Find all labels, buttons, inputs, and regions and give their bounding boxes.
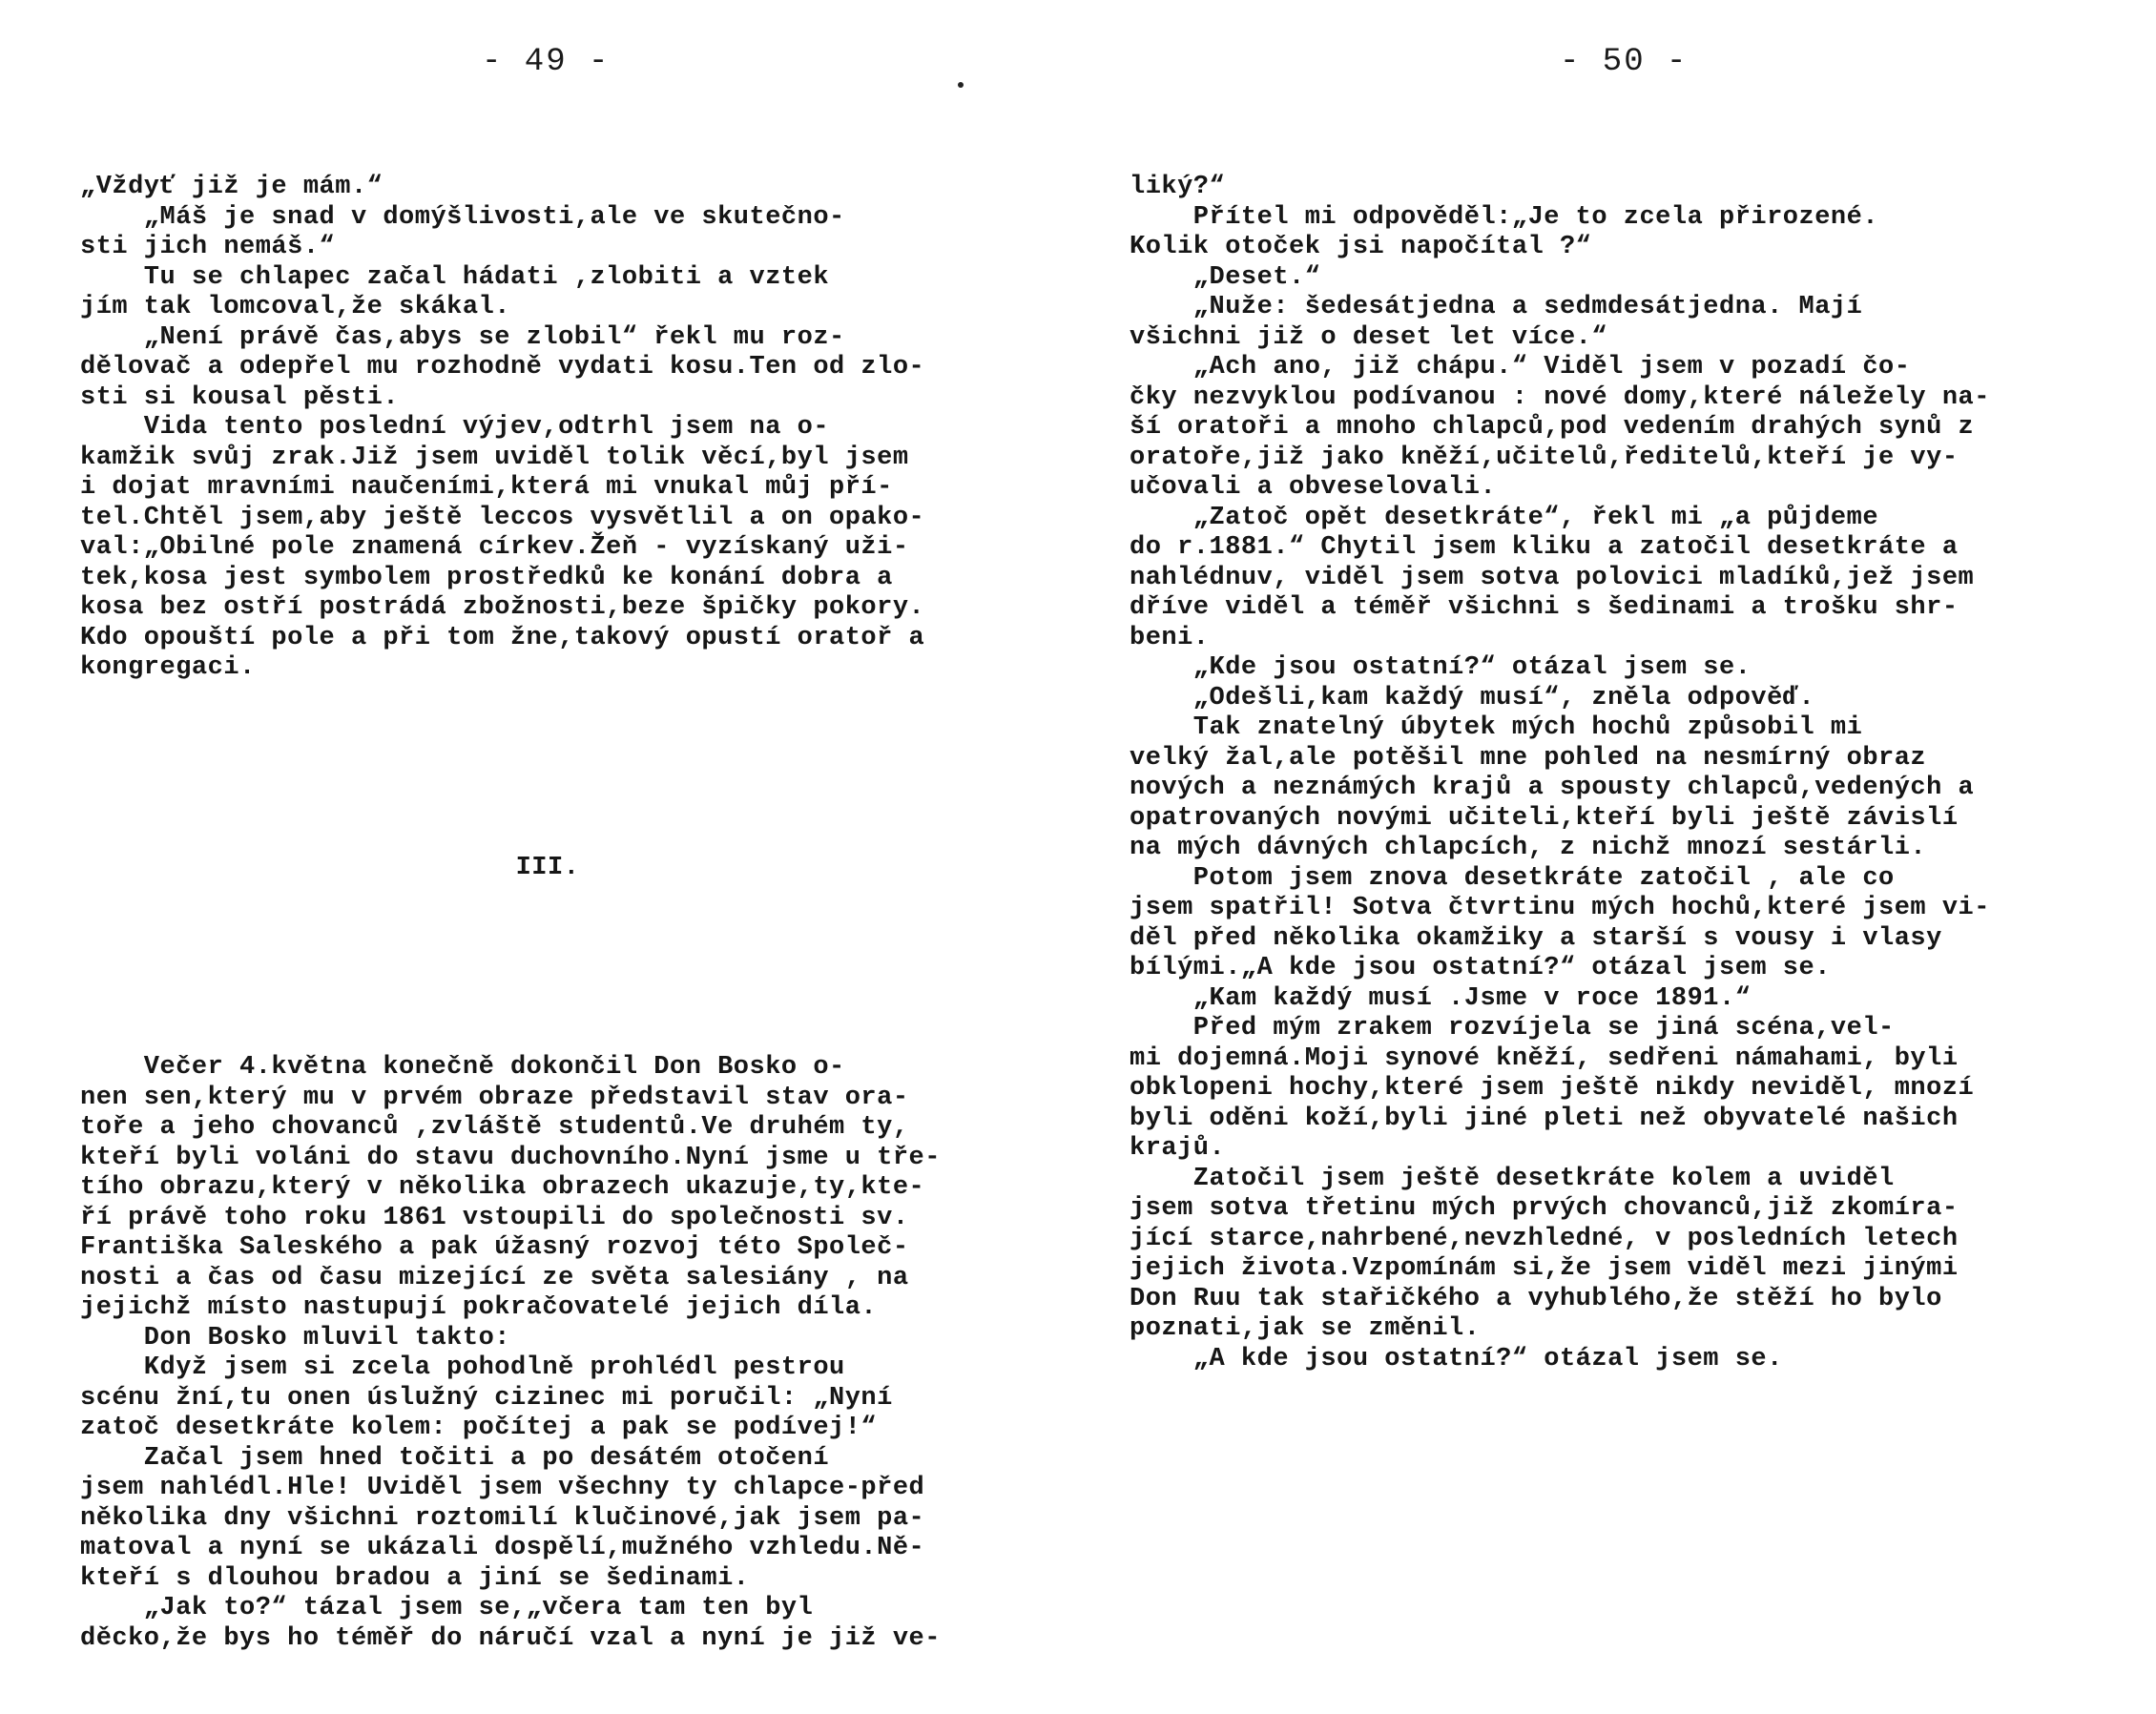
text-line: děcko,že bys ho téměř do náručí vzal a nyní je již ve- (80, 1623, 941, 1653)
text-line: všichni již o deset let více.“ (1130, 322, 1608, 352)
text-line: Don Bosko mluvil takto: (80, 1323, 510, 1353)
text-line: „Jak to?“ tázal jsem se,„včera tam ten byl (80, 1594, 814, 1622)
text-line: bílými.„A kde jsou ostatní?“ otázal jsem se. (1130, 954, 1831, 982)
text-line: tel.Chtěl jsem,aby ještě leccos vysvětlil a on opako- (80, 503, 925, 532)
text-line: Vida tento poslední výjev,odtrhl jsem na o- (80, 413, 830, 442)
text-line: Zatočil jsem ještě desetkráte kolem a uviděl (1130, 1164, 1895, 1193)
text-line: byli oděni koží,byli jiné pleti než obyvatelé našich (1130, 1104, 1959, 1133)
text-line: jsem sotva třetinu mých prvých chovanců,již zkomíra- (1130, 1194, 1959, 1223)
text-line: „A kde jsou ostatní?“ otázal jsem se. (1130, 1344, 1783, 1373)
text-line: kamžik svůj zrak.Již jsem uviděl tolik věcí,byl jsem (80, 443, 909, 472)
text-line: „Máš je snad v domýšlivosti,ale ve skutečno- (80, 202, 845, 232)
right-text-column (1130, 113, 1990, 1435)
text-line: „Zatoč opět desetkráte“, řekl mi „a půjdeme (1130, 503, 1879, 532)
text-line: jící starce,nahrbené,nevzhledné, v posledních letech (1130, 1224, 1959, 1253)
text-line: toře a jeho chovanců ,zvláště studentů.Ve druhém ty, (80, 1113, 909, 1142)
text-line: tek,kosa jest symbolem prostředků ke konání dobra a (80, 563, 893, 592)
text-line: dříve viděl a téměř všichni s šedinami a trošku shr- (1130, 593, 1959, 622)
text-line: Potom jsem znova desetkráte zatočil , ale co (1130, 863, 1895, 893)
text-line: poznati,jak se změnil. (1130, 1314, 1481, 1343)
text-line: dělovač a odepřel mu rozhodně vydati kosu.Ten od zlo- (80, 353, 925, 382)
text-line: Když jsem si zcela pohodlně prohlédl pestrou (80, 1353, 845, 1382)
text-line: Začal jsem hned točiti a po desátém otočení (80, 1443, 830, 1473)
text-line: Přítel mi odpověděl:„Je to zcela přirozené. (1130, 202, 1879, 232)
text-line: jsem nahlédl.Hle! Uviděl jsem všechny ty chlapce-před (80, 1474, 925, 1502)
text-line: sti si kousal pěsti. (80, 382, 400, 412)
text-line: oratoře,již jako kněží,učitelů,ředitelů,kteří je vy- (1130, 443, 1959, 472)
text-line: Don Ruu tak stařičkého a vyhublého,že stěží ho bylo (1130, 1284, 1942, 1313)
text-line: kongregaci. (80, 653, 256, 682)
text-line: val:„Obilné pole znamená církev.Žeň - vyzískaný uži- (80, 533, 909, 562)
text-line: ší oratoři a mnoho chlapců,pod vedením drahých synů z (1130, 413, 1975, 442)
text-line: jejich života.Vzpomínám si,že jsem viděl mezi jinými (1130, 1254, 1959, 1283)
page-number: - 49 - (482, 44, 611, 80)
text-line: „Deset.“ (1130, 262, 1321, 292)
text-line: Tu se chlapec začal hádati ,zlobiti a vztek (80, 262, 830, 292)
text-line: zatoč desetkráte kolem: počítej a pak se podívej!“ (80, 1414, 878, 1442)
text-line: „Odešli,kam každý musí“, zněla odpověď. (1130, 683, 1815, 712)
right-page (1078, 0, 2156, 1431)
text-line: liký?“ (1130, 173, 1226, 201)
text-block (1130, 173, 1990, 1374)
text-line: do r.1881.“ Chytil jsem kliku a zatočil desetkráte a (1130, 533, 1959, 562)
text-line: kosa bez ostří postrádá zbožnosti,beze špičky pokory. (80, 593, 925, 622)
text-line: krajů. (1130, 1134, 1226, 1163)
left-text-column (80, 113, 1015, 1714)
text-line: Před mým zrakem rozvíjela se jiná scéna,vel- (1130, 1014, 1895, 1043)
text-line: „Není právě čas,abys se zlobil“ řekl mu roz- (80, 322, 845, 352)
text-block-bottom (80, 1053, 1015, 1654)
text-line: nových a neznámých krajů a spousty chlapců,vedených a (1130, 774, 1975, 802)
text-line: i dojat mravními naučeními,která mi vnukal můj pří- (80, 473, 893, 502)
text-line: beni. (1130, 623, 1210, 652)
text-line: kteří s dlouhou bradou a jiní se šedinami. (80, 1563, 750, 1593)
text-line: „Nuže: šedesátjedna a sedmdesátjedna. Mají (1130, 293, 1863, 321)
text-line: velký žal,ale potěšil mne pohled na nesmírný obraz (1130, 743, 1927, 773)
text-line: sti jich nemáš.“ (80, 233, 336, 261)
left-page (0, 0, 1059, 1653)
text-line: na mých dávných chlapcích, z nichž mnozí sestárli. (1130, 834, 1927, 862)
text-line: „Vždyť již je mám.“ (80, 173, 384, 201)
text-line: ří právě toho roku 1861 vstoupili do společnosti sv. (80, 1203, 909, 1232)
page-number: - 50 - (1560, 44, 1689, 80)
text-line: kteří byli voláni do stavu duchovního.Nyní jsme u tře- (80, 1143, 941, 1172)
text-line: obklopeni hochy,které jsem ještě nikdy neviděl, mnozí (1130, 1074, 1975, 1103)
text-line: Kolik otoček jsi napočítal ?“ (1130, 233, 1592, 261)
text-line: jsem spatřil! Sotva čtvrtinu mých hochů,které jsem vi- (1130, 894, 1990, 922)
text-line: Tak znatelný úbytek mých hochů způsobil mi (1130, 713, 1863, 742)
text-line: tího obrazu,který v několika obrazech ukazuje,ty,kte- (80, 1173, 925, 1202)
text-line: jím tak lomcoval,že skákal. (80, 293, 510, 321)
text-line: „Ach ano, již chápu.“ Viděl jsem v pozadí čo- (1130, 353, 1911, 382)
text-line: Františka Saleského a pak úžasný rozvoj této Společ- (80, 1233, 909, 1262)
text-block-top (80, 173, 1015, 684)
section-heading: III. (515, 853, 580, 882)
text-line: „Kam každý musí .Jsme v roce 1891.“ (1130, 983, 1752, 1013)
text-line: čky nezvyklou podívanou : nové domy,které náležely na- (1130, 382, 1990, 412)
text-line: „Kde jsou ostatní?“ otázal jsem se. (1130, 653, 1752, 682)
text-line: učovali a obveselovali. (1130, 473, 1497, 502)
text-line: nen sen,který mu v prvém obraze představil stav ora- (80, 1083, 909, 1112)
text-line: nosti a čas od času mizející ze světa salesiány , na (80, 1263, 909, 1292)
text-line: Večer 4.května konečně dokončil Don Bosko o- (80, 1053, 845, 1082)
text-line: scénu žní,tu onen úslužný cizinec mi poručil: „Nyní (80, 1383, 893, 1413)
text-line: Kdo opouští pole a při tom žne,takový opustí oratoř a (80, 623, 925, 652)
text-line: nahlédnuv, viděl jsem sotva polovici mladíků,jež jsem (1130, 563, 1975, 592)
text-line: několika dny všichni roztomilí klučinové,jak jsem pa- (80, 1503, 925, 1533)
text-line: děl před několika okamžiky a starší s vousy i vlasy (1130, 923, 1942, 953)
text-line: jejichž místo nastupují pokračovatelé jejich díla. (80, 1293, 878, 1322)
text-line: opatrovaných novými učiteli,kteří byli ještě závislí (1130, 803, 1959, 833)
text-line: mi dojemná.Moji synové kněží, sedřeni námahami, byli (1130, 1043, 1959, 1073)
text-line: matoval a nyní se ukázali dospělí,mužného vzhledu.Ně- (80, 1534, 925, 1562)
